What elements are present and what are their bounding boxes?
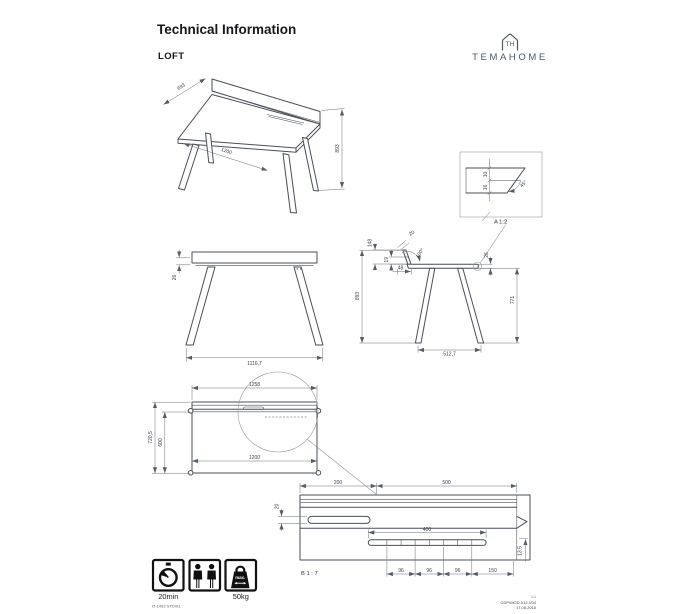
doc-scale: 1:1 — [531, 595, 536, 599]
vent-slots — [368, 540, 486, 546]
brand-name: TEMAHOME — [472, 52, 548, 63]
tabletop — [407, 264, 478, 268]
front-top — [192, 252, 317, 263]
leg-top — [188, 471, 193, 476]
leg-top — [188, 409, 193, 414]
max-label: max. — [235, 575, 246, 580]
dim-depth: 693 — [176, 82, 187, 92]
dim-upper: 10 — [483, 171, 489, 178]
leg — [415, 268, 434, 343]
detail-b-label: B 1 : 7 — [301, 571, 318, 577]
detail-a-label: A 1:2 — [494, 219, 508, 226]
dim-width-top: 1200 — [248, 455, 261, 462]
detail-a-view — [460, 152, 542, 226]
dim-clearance: 771 — [510, 295, 516, 305]
page-title: Technical Information — [157, 22, 297, 37]
brand-monogram: TH — [505, 41, 515, 49]
side-view — [355, 225, 520, 358]
dim-slot-height: 20 — [274, 503, 281, 510]
leg — [186, 267, 215, 345]
dim-left: 200 — [333, 480, 343, 486]
detail-frame — [460, 152, 542, 217]
leg-top — [316, 409, 321, 414]
dim-depth-top: 600 — [157, 438, 164, 447]
top-outline — [192, 402, 317, 473]
assembly-time: 20min — [158, 592, 179, 601]
doc-code: IT-1492-STD/01 — [152, 603, 181, 609]
dim-depth-overall: 720,5 — [148, 431, 154, 444]
dim-pitch: 150 — [488, 568, 497, 574]
perspective-view — [164, 79, 345, 214]
detail-b-view — [275, 480, 531, 577]
dim-panel-height: 148 — [367, 238, 374, 248]
dim-slot-offset: 19 — [384, 257, 390, 263]
tray-slot — [308, 516, 370, 523]
dim-height: 893 — [355, 291, 361, 301]
top-view — [148, 372, 377, 495]
dim-width: 1116,7 — [247, 360, 262, 367]
dim-lower: 16 — [483, 184, 489, 191]
leg-top — [316, 471, 321, 476]
leg — [303, 138, 319, 192]
dim-pitch: 96 — [454, 568, 461, 574]
doc-ref: GDP/MOD-012-V04 — [500, 599, 536, 605]
doc-date: 17.08.2016 — [515, 604, 536, 610]
dim-panel-thickness: 20 — [408, 229, 416, 238]
front-view — [172, 250, 323, 367]
dim-width: 1200 — [220, 146, 233, 157]
leg — [179, 144, 200, 190]
dim-pitch: 96 — [426, 568, 432, 574]
dim-height: 893 — [335, 144, 342, 153]
leg — [458, 268, 484, 343]
dim-top-thickness: 26 — [484, 252, 490, 258]
dim-edge: 13,5 — [517, 546, 524, 556]
dim-width-overall: 1258 — [248, 382, 261, 388]
leg — [294, 267, 323, 345]
dim-inset: 48 — [397, 265, 404, 272]
max-load: 50kg — [232, 592, 249, 601]
dim-pitch: 96 — [398, 568, 404, 574]
dim-depth: 512,7 — [443, 351, 456, 358]
assembly-icons — [153, 560, 256, 601]
doc-references — [152, 595, 537, 610]
dim-vent-width: 400 — [422, 526, 432, 533]
dim-angle: 100° — [414, 247, 426, 260]
dim-right: 500 — [442, 480, 451, 486]
product-name: LOFT — [158, 51, 185, 62]
dim-thickness: 26 — [171, 274, 178, 281]
leg — [283, 154, 297, 214]
dim-angle: 45° — [518, 179, 529, 190]
